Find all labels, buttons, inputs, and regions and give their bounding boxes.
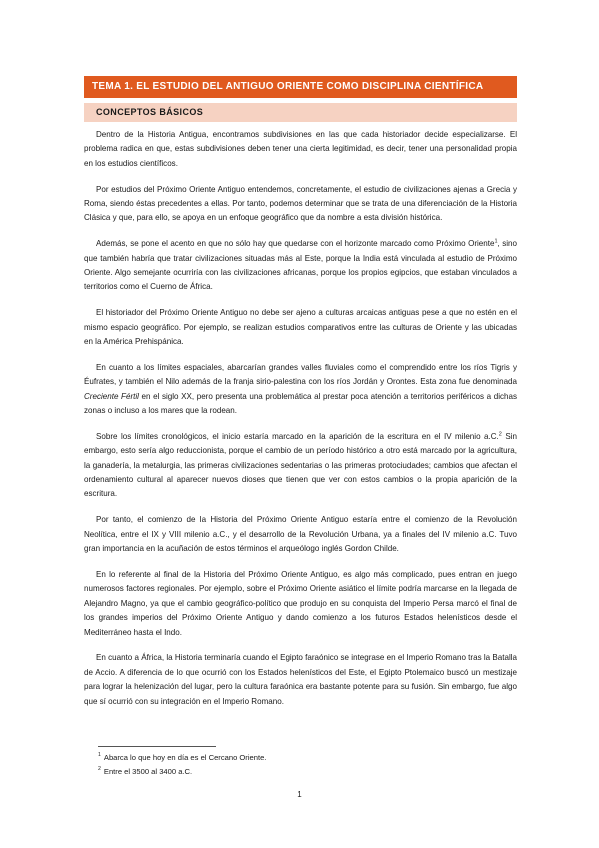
footnote — [98, 751, 498, 765]
paragraph: Por tanto, el comienzo de la Historia del Próximo Oriente Antiguo estaría entre el comienzo de la Revolución Neolítica, entre el IX y VIII milenio a.C., y el desarrollo de la Revolución Urbana, ya a finales del IV milenio a.C. Tuvo gran importancia en la acuñación de estos términos el arqueólogo inglés Gordon Childe. — [84, 515, 517, 554]
footnote-text: Entre el 3500 al 3400 a.C. — [103, 767, 193, 776]
footnote-text: Abarca lo que hoy en día es el Cercano Oriente. — [103, 753, 267, 762]
footnote-reference: 2 — [498, 431, 502, 438]
section-heading: CONCEPTOS BÁSICOS — [84, 103, 517, 122]
chapter-title: TEMA 1. EL ESTUDIO DEL ANTIGUO ORIENTE COMO DISCIPLINA CIENTÍFICA — [84, 76, 517, 98]
page-number: 1 — [297, 790, 302, 799]
emphasized-term: Creciente Fértil — [84, 391, 139, 401]
footnote-number: 2 — [98, 766, 101, 773]
paragraph — [84, 237, 517, 295]
body-text — [84, 128, 517, 720]
paragraph: En lo referente al final de la Historia del Próximo Oriente Antiguo, es algo más complicado, pues entran en juego numerosos factores regionales. Por ejemplo, sobre el Próximo Oriente asiático el límite podría marcarse en la llegada de Alejandro Magno, ya que el cambio geográfico-político que produjo en su conquista del Imperio Persa marcó el final de los grandes imperios del Próximo Oriente Antiguo y dando comienzo a los futuros Estados helenísticos desde el Mediterráneo hasta el Indo. — [84, 569, 517, 637]
paragraph: El historiador del Próximo Oriente Antiguo no debe ser ajeno a culturas arcaicas antiguas pese a que no estén en el mismo espacio geográfico. Por ejemplo, se realizan estudios comparativos entre las culturas de Oriente y las ubicadas en la América Prehispánica. — [84, 308, 517, 347]
paragraph-text: en el siglo XX, pero presenta una problemática al prestar poca atención a territorios periféricos a dichas zonas o incluso a los mares que la rodean. — [84, 391, 517, 416]
footnotes — [98, 751, 498, 779]
paragraph-text: , sino que también habría que tratar civilizaciones situadas más al Este, porque la India está vinculada al estudio de Próximo Oriente. Algo semejante ocurriría con las civilizaciones africanas, porque los propios egipcios, que estaban vinculados a territorios como el Cuerno de África. — [84, 239, 518, 292]
paragraph — [84, 430, 517, 502]
paragraph-text: Además, se pone el acento en que no sólo hay que quedarse con el horizonte marcado como Próximo Oriente — [96, 239, 495, 249]
footnote-reference: 1 — [494, 238, 498, 245]
footnote-number: 1 — [98, 752, 101, 759]
paragraph: Por estudios del Próximo Oriente Antiguo entendemos, concretamente, el estudio de civilizaciones ajenas a Grecia y Roma, siendo éstas precedentes a ellas. Por tanto, podemos determinar que se trata de una diferenciación de la Historia Clásica y que, para ello, se apoya en un enfoque geográfico que da nombre a esta división histórica. — [84, 184, 517, 223]
paragraph-text: Sin embargo, esto sería algo reduccionista, porque el cambio de un período histórico a otro está marcado por la agricultura, la ganadería, la metalurgia, las primeras civilizaciones sedentarias o las primeras protociudades; cambios que afectan el ordenamiento cultural al aparecer nuevos dioses que tienen que ver con estos cambios o la propia aparición de la escritura. — [84, 431, 517, 499]
paragraph-text: En cuanto a los límites espaciales, abarcarían grandes valles fluviales como el comprendido entre los ríos Tigris y Éufrates, y también el Nilo además de la franja sirio-palestina con los ríos Jordán y Orontes. Esta zona fue denominada — [84, 362, 517, 387]
paragraph — [84, 361, 517, 419]
footnote-divider — [98, 746, 216, 747]
paragraph: En cuanto a África, la Historia terminaría cuando el Egipto faraónico se integrase en el Imperio Romano tras la Batalla de Accio. A diferencia de lo que ocurrió con los Estados helenísticos del Este, el Egipto Ptolemaico buscó un mestizaje para lograr la helenización del lugar, pero la cultura faraónica era bastante potente para su fusión. Sin embargo, fue algo que sí ocurrió con su integración en el Imperio Romano. — [84, 653, 517, 706]
footnote — [98, 765, 498, 779]
paragraph: Dentro de la Historia Antigua, encontramos subdivisiones en las que cada historiador decide especializarse. El problema radica en que, estas subdivisiones deben tener una cierta legitimidad, es decir, tener una personalidad propia en los estudios científicos. — [84, 130, 517, 168]
paragraph-text: Sobre los límites cronológicos, el inicio estaría marcado en la aparición de la escritura en el IV milenio a.C. — [96, 431, 499, 441]
